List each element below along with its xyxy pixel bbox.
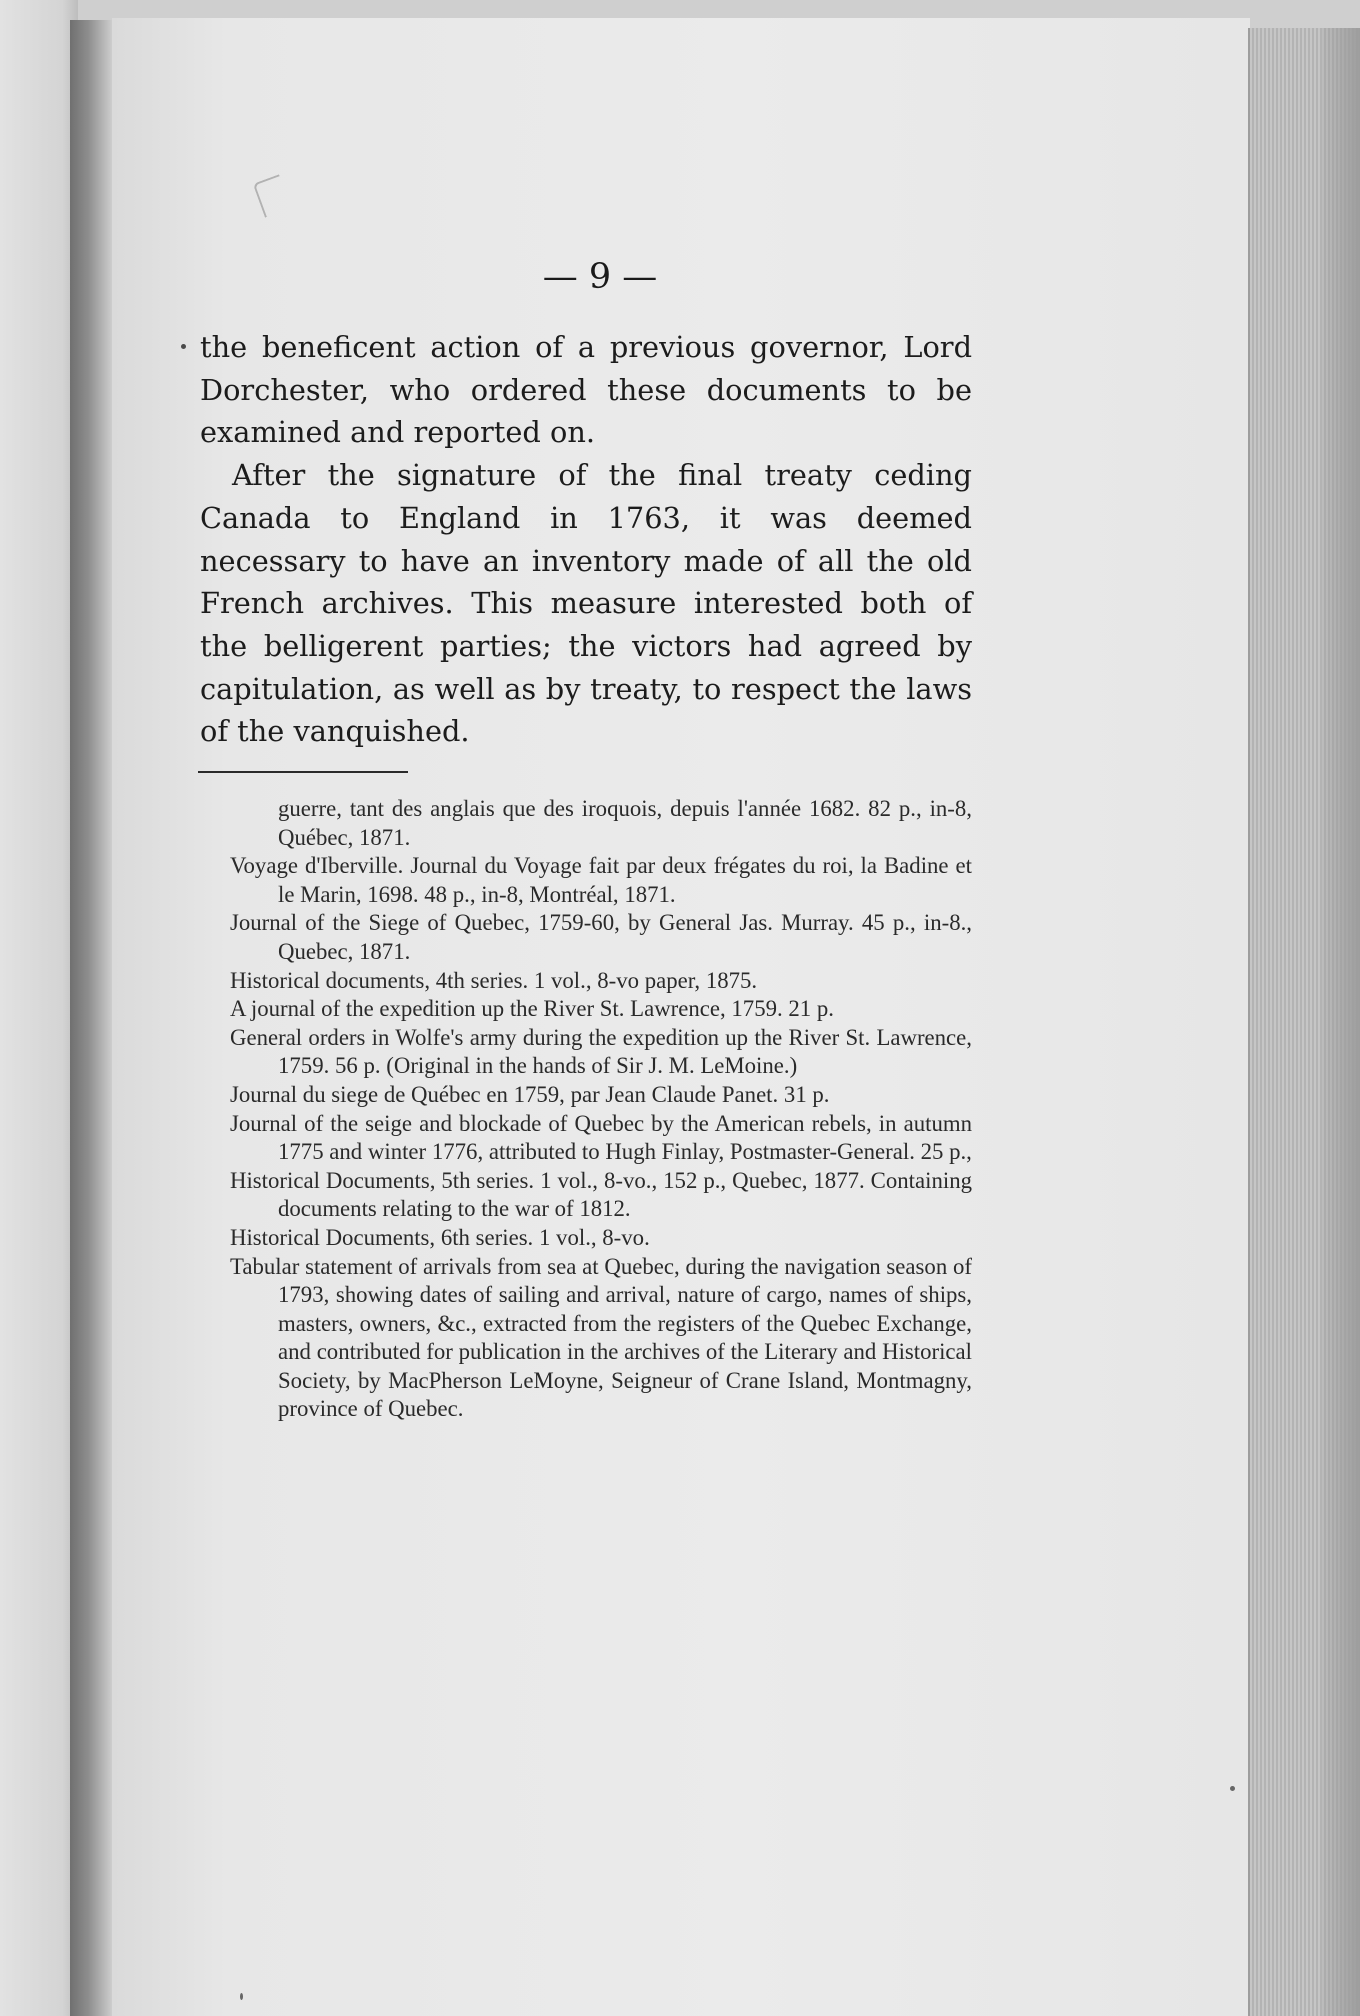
footnote-entry: Journal of the seige and blockade of Quebec by the American rebels, in autumn 1775 and winter 1776, attributed to Hugh Finlay, Postmaster-General. 25 p., [230,1110,972,1165]
body-text [200,326,972,753]
footnotes [230,795,972,1424]
facing-page-margin [0,0,78,2016]
body-paragraph: After the signature of the final treaty ceding Canada to England in 1763, it was deemed necessary to have an inventory made of all the old French archives. This measure interested both of the belligerent parties; the victors had agreed by capitulation, as well as by treaty, to respect the laws of the vanquished. [200,458,972,749]
footnote-entry: Journal du siege de Québec en 1759, par Jean Claude Panet. 31 p. [230,1081,830,1107]
footnote-entry: Tabular statement of arrivals from sea at Quebec, during the navigation season of 1793, showing dates of sailing and arrival, nature of cargo, names of ships, masters, owners, &c., extracted from the registers of the Quebec Exchange, and contributed for publication in the archives of the Literary and Historical Society, by MacPherson LeMoyne, Seigneur of Crane Island, Montmagny, province of Quebec. [230,1253,972,1422]
footnote-rule [198,771,408,773]
footnote-entry: General orders in Wolfe's army during the expedition up the River St. Lawrence, 1759. 56 p. (Original in the hands of Sir J. M. LeMoine.) [230,1024,972,1079]
margin-mark [181,344,186,349]
footnote-entry: Historical documents, 4th series. 1 vol., 8-vo paper, 1875. [230,967,758,993]
footnote-entry: Historical Documents, 5th series. 1 vol., 8-vo., 152 p., Quebec, 1877. Containing documents relating to the war of 1812. [230,1167,972,1222]
footnote-continuation: guerre, tant des anglais que des iroquois, depuis l'année 1682. 82 p., in-8, Québec, 1871. [278,796,972,850]
page-number: — 9 — [542,257,658,297]
page-edges [1248,28,1360,2016]
book-gutter-shadow [70,20,116,2016]
footnote-entry: Journal of the Siege of Quebec, 1759-60, by General Jas. Murray. 45 p., in-8., Quebec, 1871. [230,910,972,964]
ink-speck [1230,1786,1235,1791]
ink-speck [240,1993,243,2000]
body-paragraph: the beneficent action of a previous governor, Lord Dorchester, who ordered these documents to be examined and reported on. [200,330,972,450]
footnote-entry: Voyage d'Iberville. Journal du Voyage fait par deux frégates du roi, la Badine et le Marin, 1698. 48 p., in-8, Montréal, 1871. [230,853,972,907]
footnote-entry: Historical Documents, 6th series. 1 vol., 8-vo. [230,1224,650,1250]
footnote-entry: A journal of the expedition up the River St. Lawrence, 1759. 21 p. [230,996,834,1022]
